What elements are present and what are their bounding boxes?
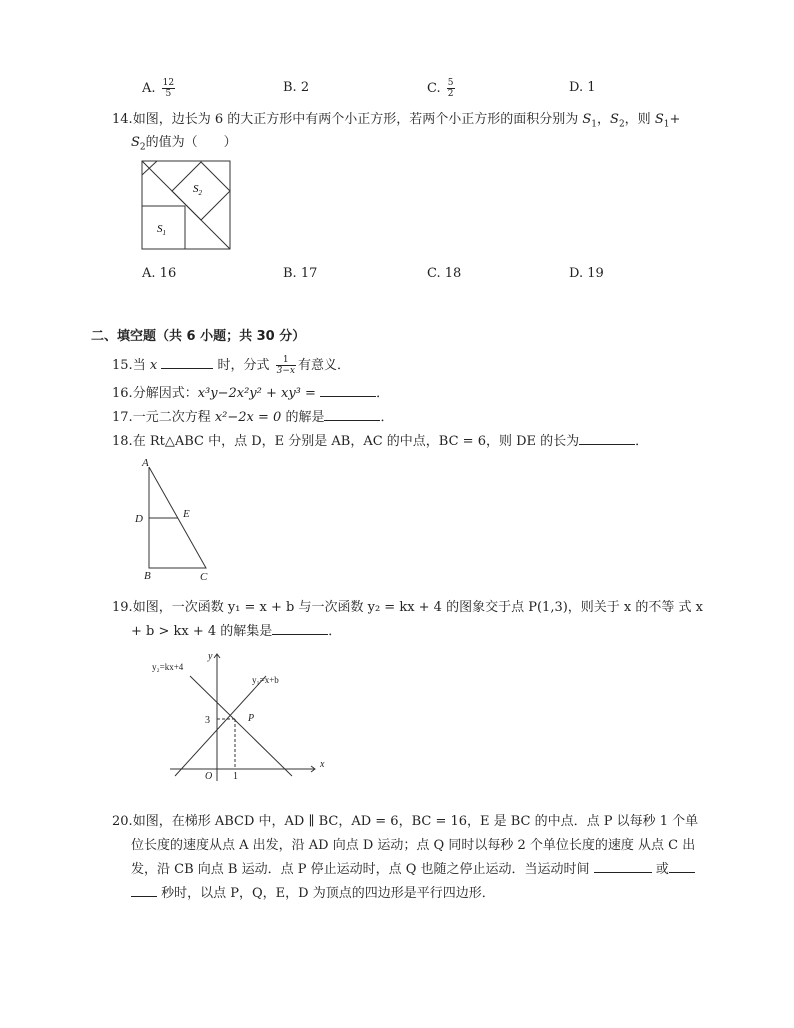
q19-line1: 19.如图，一次函数 y₁ = x + b 与一次函数 y₂ = kx + 4 的图象交于点 P(1,3)，则关于 x 的不等 式 x (112, 600, 703, 615)
q18-figure (130, 452, 220, 584)
label-y2: y₂=kx+4 (152, 662, 184, 672)
tick-y-3: 3 (205, 715, 210, 726)
answer-blank[interactable] (161, 356, 213, 369)
answer-blank[interactable] (131, 884, 157, 897)
label-a: A (142, 457, 149, 469)
q15: 15.当 x 时，分式 $\frac{1}{3-x}$ 有意义． (112, 355, 350, 376)
label-c: C (200, 571, 208, 583)
q14-line2: $S_2$的值为（ ） (131, 135, 237, 153)
q20-line3: 发，沿 CB 向点 B 运动．点 P 停止运动时，点 Q 也随之停止运动．当运动时间 或 (131, 858, 695, 877)
q20-line4: 秒时，以点 P，Q，E，D 为顶点的四边形是平行四边形． (131, 882, 495, 901)
q20-line1: 20.如图，在梯形 ABCD 中，AD ∥ BC，AD = 6，BC = 16，E 是 BC 的中点．点 P 以每秒 1 个单 (112, 814, 699, 829)
label-s1: $S_1$ (157, 223, 166, 237)
label-d: D (135, 513, 143, 525)
q14-option-d: D. 19 (569, 266, 604, 281)
q13-option-d: D. 1 (569, 80, 596, 95)
q17: 17.一元二次方程 x²−2x = 0 的解是 ． (112, 410, 394, 425)
q14-option-b: B. 17 (283, 266, 318, 281)
q14-line1: 14.如图，边长为 6 的大正方形中有两个小正方形，若两个小正方形的面积分别为 $S_1$，$S_2$，则 $S_1+$ (112, 112, 681, 130)
section-title: 二、填空题（共 6 小题；共 30 分） (91, 329, 306, 344)
q14-option-a: A. 16 (142, 266, 177, 281)
q13-option-a: A. $\frac{12}{5}$ (142, 78, 175, 99)
q18: 18.在 Rt△ABC 中，点 D，E 分别是 AB，AC 的中点，BC = 6，则 DE 的长为 ． (112, 434, 649, 449)
answer-blank[interactable] (669, 860, 695, 873)
label-origin: O (205, 771, 213, 782)
label-y1: y₁=x+b (252, 675, 279, 685)
label-x-axis: x (320, 759, 325, 770)
q16: 16.分解因式：x³y−2x²y² + xy³ = ． (112, 386, 390, 401)
square-s1 (142, 206, 185, 249)
answer-blank[interactable] (594, 860, 652, 873)
answer-blank[interactable] (320, 384, 376, 397)
line-y2 (190, 676, 292, 776)
label-e: E (183, 508, 190, 520)
q19-graph (140, 646, 340, 786)
q14-option-c: C. 18 (427, 266, 462, 281)
q20-line2: 位长度的速度从点 A 出发，沿 AD 向点 D 运动；点 Q 同时以每秒 2 个单位长度的速度 从点 C 出 (131, 838, 696, 853)
q13-option-b: B. 2 (283, 80, 310, 95)
answer-blank[interactable] (272, 622, 328, 635)
label-y-axis: y (208, 651, 213, 662)
tick-x-1: 1 (233, 771, 238, 782)
label-s2: $S_2$ (193, 183, 202, 197)
label-b: B (144, 570, 151, 582)
q13-option-c: C. $\frac{5}{2}$ (427, 78, 454, 99)
answer-blank[interactable] (579, 432, 635, 445)
answer-blank[interactable] (324, 408, 380, 421)
q19-line2: + b > kx + 4 的解集是 ． (131, 624, 342, 639)
line-y1 (175, 676, 266, 776)
q14-figure (135, 155, 235, 255)
label-p: P (248, 713, 255, 724)
